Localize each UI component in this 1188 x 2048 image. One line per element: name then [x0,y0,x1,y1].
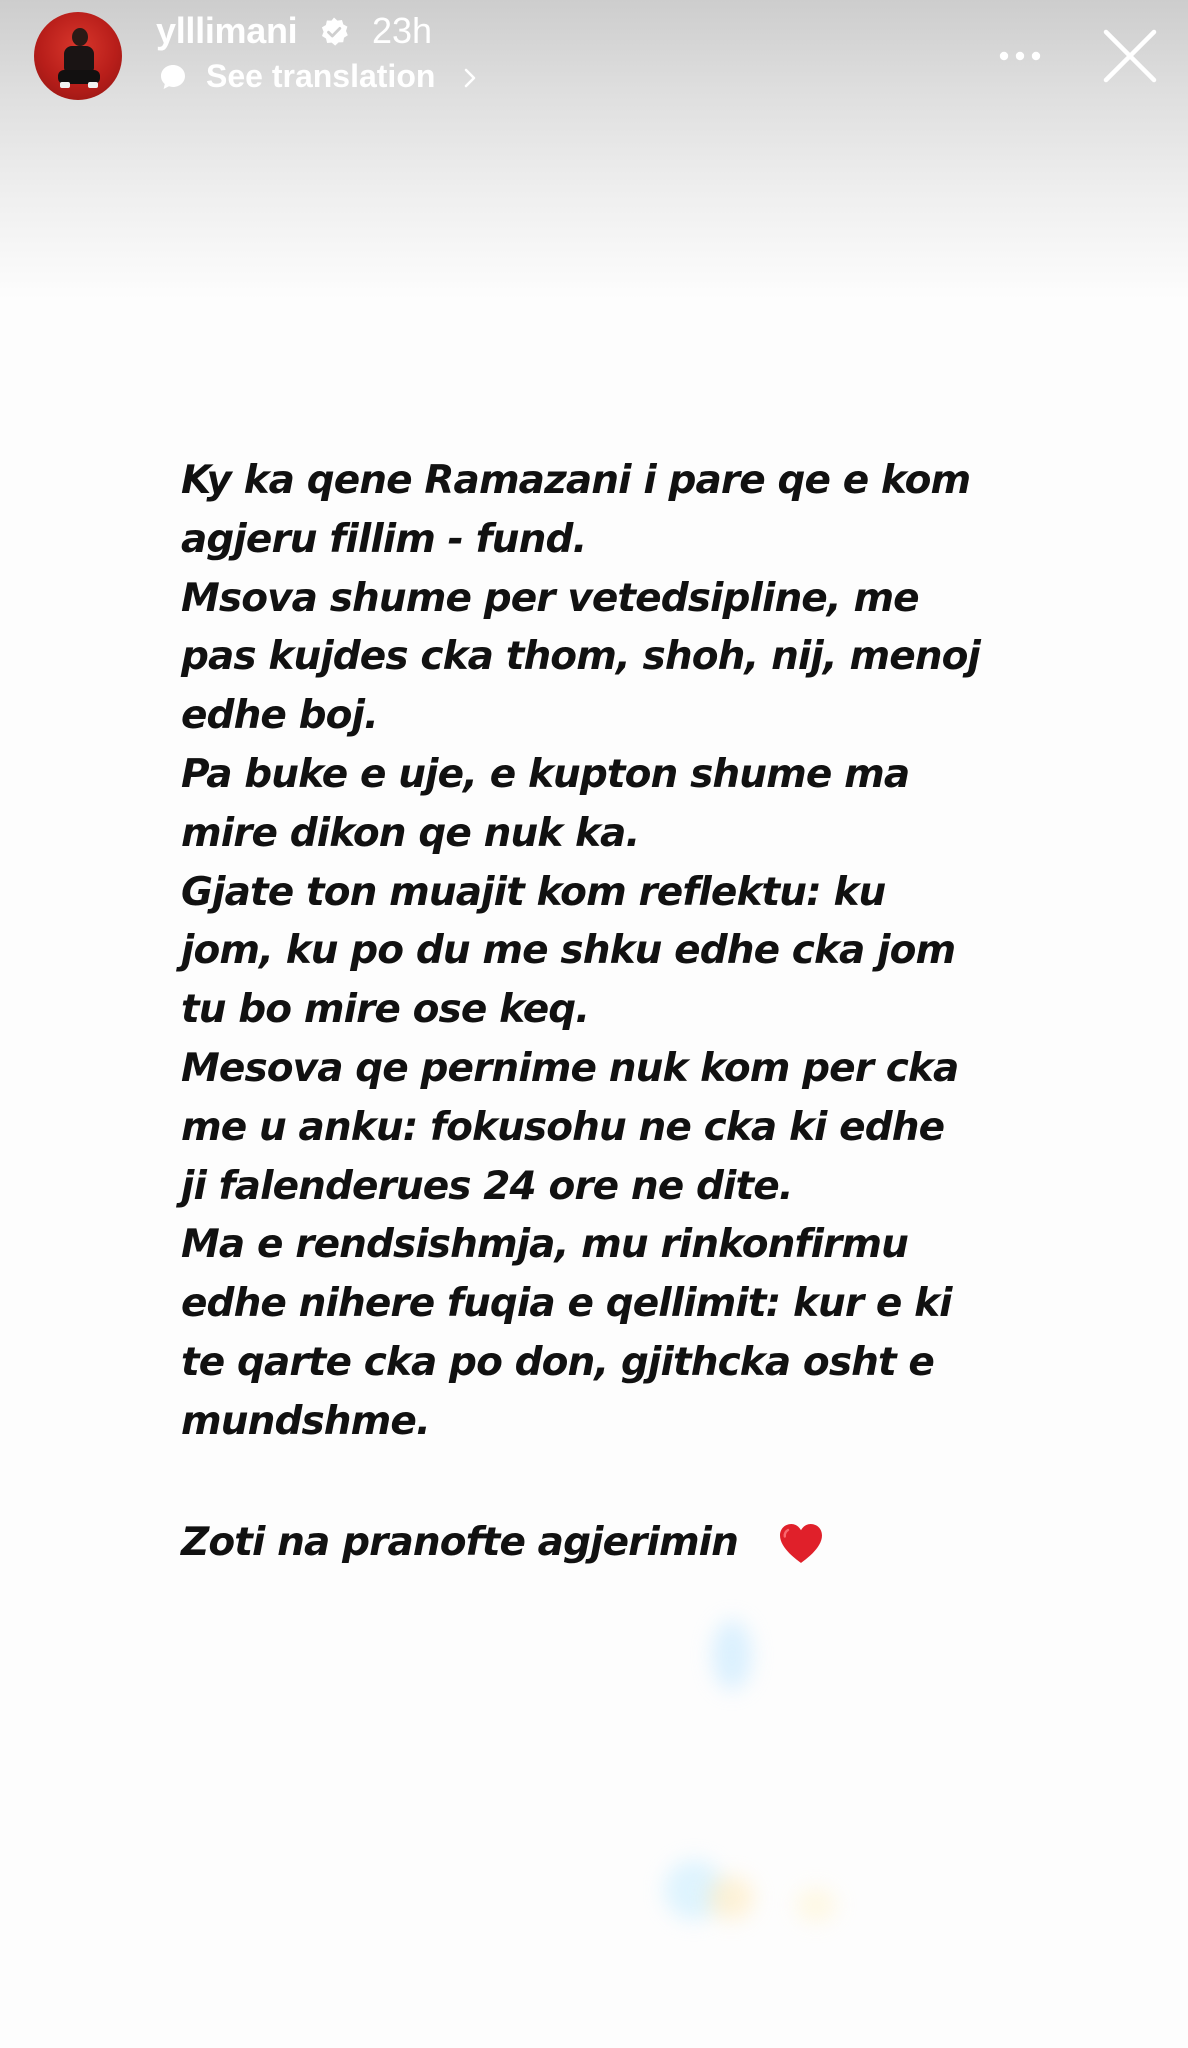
story-line: ji falenderues 24 ore ne dite. [181,1163,793,1209]
story-line: te qarte cka po don, gjithcka osht e [181,1339,934,1385]
story-line: pas kujdes cka thom, shoh, nij, menoj [181,634,980,680]
story-text-block [181,452,1041,1452]
story-line: jom, ku po du me shku edhe cka jom [181,928,956,974]
close-x-icon[interactable] [1098,24,1162,88]
more-dots-icon[interactable] [992,36,1048,76]
story-line: Ky ka qene Ramazani i pare qe e kom [181,458,971,503]
story-line: Msova shume per vetedsipline, me [181,575,919,621]
story-line: edhe boj. [181,693,378,739]
story-line: tu bo mire ose keq. [181,987,590,1033]
story-line: Pa buke e uje, e kupton shume ma [181,751,910,797]
chevron-right-icon[interactable] [462,66,478,90]
post-time: 23h [372,10,433,51]
profile-avatar[interactable] [34,12,122,100]
story-line: agjeru fillim - fund. [181,516,587,562]
translate-bubble-icon[interactable] [158,62,188,92]
background-blur-spot [712,1620,752,1690]
avatar-figure-head [72,28,88,46]
avatar-figure-shoe [88,82,98,88]
background-blur-spot [708,1876,754,1920]
avatar-figure-shoe [60,82,70,88]
story-closing-line: Zoti na pranofte agjerimin [181,1520,739,1565]
story-header [0,0,1188,120]
verified-badge-icon [318,16,350,48]
story-line: edhe nihere fuqia e qellimit: kur e ki [181,1281,952,1327]
background-blur-spot [796,1888,836,1922]
see-translation-link[interactable]: See translation [206,58,436,94]
story-line: me u anku: fokusohu ne cka ki edhe [181,1104,945,1150]
story-line: mundshme. [181,1398,430,1444]
story-line: Ma e rendsishmja, mu rinkonfirmu [181,1222,908,1268]
story-line: Gjate ton muajit kom reflektu: ku [181,869,886,915]
red-heart-emoji-icon [776,1520,826,1566]
username[interactable]: ylllimani [156,10,298,51]
avatar-figure-body [64,46,94,72]
story-line: mire dikon qe nuk ka. [181,810,640,856]
story-line: Mesova qe pernime nuk kom per cka [181,1045,959,1091]
